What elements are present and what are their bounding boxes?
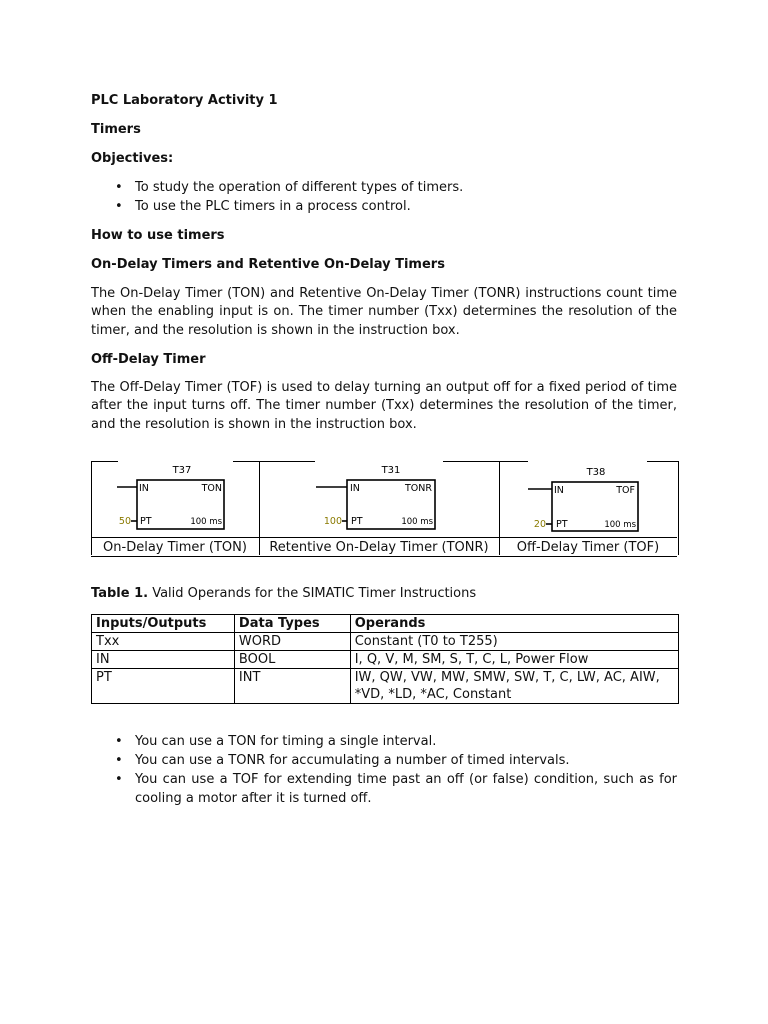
offdelay-heading: Off-Delay Timer — [91, 352, 206, 367]
tonr-block — [316, 465, 435, 529]
tof-resolution: 100 ms — [604, 520, 636, 530]
table-row — [92, 633, 679, 651]
table-cell: Constant (T0 to T255) — [350, 633, 678, 651]
usage-list — [91, 732, 677, 808]
timer-diagrams — [91, 461, 678, 538]
ton-in-label: IN — [139, 483, 149, 494]
tof-number: T38 — [586, 467, 606, 478]
tonr-caption: Retentive On-Delay Timer (TONR) — [269, 540, 489, 555]
table-row — [92, 651, 679, 669]
table-header: Operands — [350, 615, 678, 633]
timer-diagram-table — [91, 461, 678, 556]
list-item: • To study the operation of different types of timers. — [115, 180, 464, 195]
table-cell: I, Q, V, M, SM, S, T, C, L, Power Flow — [350, 651, 678, 669]
tonr-preset: 100 — [323, 516, 342, 527]
tonr-type-label: TONR — [405, 483, 432, 494]
table-header: Data Types — [234, 615, 350, 633]
tonr-pt-label: PT — [351, 516, 363, 527]
table-row — [92, 669, 679, 704]
how-heading: How to use timers — [91, 228, 225, 243]
offdelay-paragraph: The Off-Delay Timer (TOF) is used to delay turning an output off for a fixed period of time after the input turns off. The timer number (Txx) determines the resolution of the timer, and the resolution is shown in the instruction box. — [91, 380, 677, 432]
list-item: • You can use a TOF for extending time past an off (or false) condition, such as for cooling a motor after it is turned off. — [115, 772, 677, 806]
objectives-heading: Objectives: — [91, 151, 174, 166]
table-caption-label: Table 1. — [91, 586, 149, 601]
tof-caption: Off-Delay Timer (TOF) — [516, 540, 660, 555]
tof-pt-label: PT — [556, 519, 568, 530]
table-cell: Txx — [92, 633, 235, 651]
table-header-row — [92, 615, 679, 633]
ton-resolution: 100 ms — [190, 517, 222, 527]
operand-table — [91, 614, 679, 704]
ondelay-heading: On-Delay Timers and Retentive On-Delay Timers — [91, 257, 445, 272]
table-cell: PT — [92, 669, 235, 704]
list-item: • You can use a TON for timing a single interval. — [115, 734, 437, 749]
bullet-icon: • — [115, 753, 123, 768]
bullet-icon: • — [115, 772, 123, 787]
tonr-in-label: IN — [350, 483, 360, 494]
table-caption — [91, 585, 476, 603]
ton-caption: On-Delay Timer (TON) — [103, 540, 247, 555]
ton-block — [117, 465, 224, 529]
timer-caption-row — [91, 537, 677, 557]
page-title: PLC Laboratory Activity 1 — [91, 93, 278, 108]
tonr-number: T31 — [381, 465, 401, 476]
tof-block — [528, 467, 638, 531]
ton-number: T37 — [172, 465, 192, 476]
list-item: • To use the PLC timers in a process control. — [115, 199, 411, 214]
ton-preset: 50 — [118, 516, 131, 527]
table-header: Inputs/Outputs — [92, 615, 235, 633]
table-cell: WORD — [234, 633, 350, 651]
table-cell: INT — [234, 669, 350, 704]
bullet-icon: • — [115, 180, 123, 195]
table-caption-text: Valid Operands for the SIMATIC Timer Instructions — [152, 586, 477, 601]
bullet-icon: • — [115, 199, 123, 214]
bullet-icon: • — [115, 734, 123, 749]
ondelay-paragraph: The On-Delay Timer (TON) and Retentive On-Delay Timer (TONR) instructions count time when the enabling input is on. The timer number (Txx) determines the resolution of the timer, and the resolution is shown in the instruction box. — [91, 286, 677, 338]
tonr-resolution: 100 ms — [401, 517, 433, 527]
tof-in-label: IN — [554, 485, 564, 496]
section-heading: Timers — [91, 122, 141, 137]
tof-type-label: TOF — [616, 485, 635, 496]
ton-pt-label: PT — [140, 516, 152, 527]
table-cell: BOOL — [234, 651, 350, 669]
objectives-list — [91, 178, 677, 216]
table-cell: IN — [92, 651, 235, 669]
tof-preset: 20 — [533, 519, 546, 530]
ton-type-label: TON — [201, 483, 222, 494]
list-item: • You can use a TONR for accumulating a number of timed intervals. — [115, 753, 570, 768]
table-cell: IW, QW, VW, MW, SMW, SW, T, C, LW, AC, AIW, *VD, *LD, *AC, Constant — [350, 669, 678, 704]
